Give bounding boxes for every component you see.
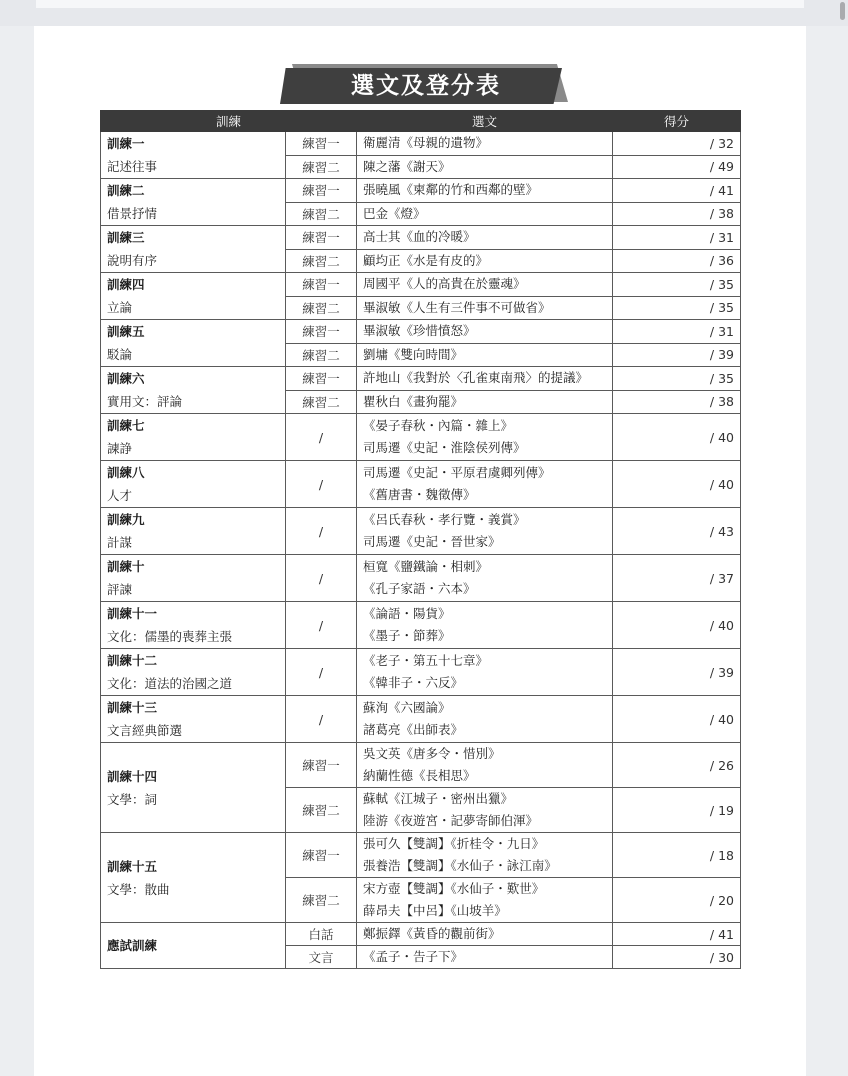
- score-cell[interactable]: / 36: [613, 249, 741, 273]
- selection-text: 《韓非子・六反》: [363, 675, 464, 690]
- selection-text: 陳之藩《謝天》: [363, 158, 451, 174]
- selection-text: 畢淑敏《珍惜憤怒》: [363, 323, 476, 339]
- training-name: 應試訓練: [107, 938, 158, 953]
- selection-cell: [357, 788, 613, 833]
- selection-text: 納蘭性德《長相思》: [363, 768, 476, 783]
- score-cell[interactable]: / 37: [613, 555, 741, 602]
- table-header-row: [101, 111, 741, 132]
- score-table: [100, 110, 741, 969]
- training-cell: [101, 555, 286, 602]
- selection-text: 劉墉《雙向時間》: [363, 346, 464, 362]
- selection-text: 《論語・陽貨》: [363, 606, 451, 621]
- exercise-cell: 練習一: [286, 273, 357, 297]
- selection-text: 張養浩【雙調】《水仙子・詠江南》: [363, 858, 557, 873]
- training-topic: 文化：道法的治國之道: [107, 676, 233, 691]
- training-cell: [101, 602, 286, 649]
- selection-text: 鄭振鐸《黃昏的觀前街》: [363, 926, 501, 941]
- training-topic: 文學：詞: [107, 791, 158, 807]
- training-name: 訓練十五: [107, 858, 158, 874]
- training-name: 訓練六: [107, 371, 145, 386]
- training-cell: [101, 367, 286, 414]
- training-topic: 文化：儒墨的喪葬主張: [107, 629, 233, 644]
- selection-text: 宋方壺【雙調】《水仙子・歎世》: [363, 881, 545, 896]
- selection-text: 《孟子・告子下》: [363, 949, 464, 964]
- table-row: [101, 833, 741, 878]
- exercise-cell: 文言: [286, 946, 357, 969]
- training-name: 訓練三: [107, 230, 145, 245]
- selection-text: 《呂氏春秋・孝行覽・義賞》: [363, 512, 526, 527]
- selection-cell: [357, 833, 613, 878]
- training-topic: 文言經典節選: [107, 723, 183, 738]
- score-cell[interactable]: / 31: [613, 320, 741, 344]
- selection-text: 周國平《人的高貴在於靈魂》: [363, 276, 526, 292]
- selection-cell: [357, 414, 613, 461]
- table-row: [101, 602, 741, 649]
- selection-text: 司馬遷《史記・平原君虞卿列傳》: [363, 465, 551, 480]
- training-topic: 駁論: [107, 347, 133, 362]
- selection-text: 司馬遷《史記・淮陰侯列傳》: [363, 440, 526, 455]
- selection-text: 桓寬《鹽鐵論・相刺》: [363, 559, 489, 574]
- selection-cell: [357, 878, 613, 923]
- training-topic: 人才: [107, 488, 133, 503]
- exercise-cell: 白話: [286, 923, 357, 946]
- training-name: 訓練五: [107, 324, 145, 339]
- exercise-cell: 練習二: [286, 202, 357, 226]
- training-topic: 借景抒情: [107, 206, 158, 221]
- header-score: 得分: [613, 111, 741, 132]
- table-row: [101, 273, 741, 297]
- training-name: 訓練十三: [107, 700, 158, 715]
- exercise-cell: /: [286, 555, 357, 602]
- exercise-cell: 練習二: [286, 788, 357, 833]
- exercise-cell: /: [286, 602, 357, 649]
- table-row: [101, 696, 741, 743]
- browser-top-strip: [0, 0, 848, 26]
- previous-page-edge: [36, 0, 804, 8]
- exercise-cell: 練習一: [286, 132, 357, 156]
- selection-text: 瞿秋白《畫狗罷》: [363, 393, 464, 409]
- exercise-cell: /: [286, 414, 357, 461]
- selection-text: 《老子・第五十七章》: [363, 653, 489, 668]
- selection-text: 張可久【雙調】《折桂令・九日》: [363, 836, 545, 851]
- selection-cell: [357, 367, 613, 391]
- training-topic: 文學：散曲: [107, 881, 170, 897]
- training-cell: [101, 649, 286, 696]
- selection-cell: [357, 390, 613, 414]
- table-row: [101, 508, 741, 555]
- exercise-cell: 練習一: [286, 179, 357, 203]
- selection-text: 吳文英《唐多令・惜別》: [363, 746, 501, 761]
- exercise-cell: 練習二: [286, 155, 357, 179]
- table-body: [101, 132, 741, 969]
- score-cell[interactable]: / 35: [613, 367, 741, 391]
- score-cell[interactable]: / 19: [613, 788, 741, 833]
- table-row: [101, 461, 741, 508]
- exercise-cell: 練習二: [286, 390, 357, 414]
- selection-cell: [357, 226, 613, 250]
- exercise-cell: /: [286, 649, 357, 696]
- selection-text: 陸游《夜遊宮・記夢寄師伯渾》: [363, 813, 539, 828]
- training-topic: 記述往事: [107, 159, 158, 174]
- selection-cell: [357, 743, 613, 788]
- score-cell[interactable]: / 40: [613, 414, 741, 461]
- score-cell[interactable]: / 39: [613, 649, 741, 696]
- score-cell[interactable]: / 49: [613, 155, 741, 179]
- selection-cell: [357, 320, 613, 344]
- score-cell[interactable]: / 38: [613, 202, 741, 226]
- selection-cell: [357, 696, 613, 743]
- selection-text: 衛麗清《母親的遺物》: [363, 135, 489, 151]
- training-topic: 說明有序: [107, 253, 158, 268]
- selection-cell: [357, 923, 613, 946]
- training-cell: [101, 833, 286, 923]
- training-name: 訓練十: [107, 559, 145, 574]
- selection-text: 蘇軾《江城子・密州出獵》: [363, 791, 514, 806]
- training-name: 訓練四: [107, 277, 145, 292]
- training-cell: [101, 508, 286, 555]
- exercise-cell: /: [286, 696, 357, 743]
- exercise-cell: 練習二: [286, 343, 357, 367]
- score-cell[interactable]: / 40: [613, 696, 741, 743]
- table-row: [101, 226, 741, 250]
- score-cell[interactable]: / 35: [613, 296, 741, 320]
- selection-cell: [357, 155, 613, 179]
- score-cell[interactable]: / 38: [613, 390, 741, 414]
- training-topic: 立論: [107, 300, 133, 315]
- score-cell[interactable]: / 43: [613, 508, 741, 555]
- document-page: [34, 26, 806, 1076]
- exercise-cell: 練習二: [286, 296, 357, 320]
- selection-cell: [357, 508, 613, 555]
- selection-cell: [357, 343, 613, 367]
- exercise-cell: 練習一: [286, 226, 357, 250]
- table-row: [101, 923, 741, 946]
- exercise-cell: /: [286, 508, 357, 555]
- training-cell: [101, 461, 286, 508]
- score-cell[interactable]: / 41: [613, 179, 741, 203]
- exercise-cell: 練習二: [286, 878, 357, 923]
- selection-cell: [357, 946, 613, 969]
- score-cell[interactable]: / 20: [613, 878, 741, 923]
- training-name: 訓練七: [107, 418, 145, 433]
- exercise-cell: /: [286, 461, 357, 508]
- training-cell: [101, 923, 286, 969]
- training-topic: 實用文：評論: [107, 394, 183, 409]
- selection-text: 許地山《我對於〈孔雀東南飛〉的提議》: [363, 370, 589, 386]
- score-cell[interactable]: / 32: [613, 132, 741, 156]
- training-cell: [101, 414, 286, 461]
- exercise-cell: 練習一: [286, 743, 357, 788]
- training-name: 訓練八: [107, 465, 145, 480]
- training-cell: [101, 696, 286, 743]
- training-topic: 諫諍: [107, 441, 133, 456]
- score-cell[interactable]: / 35: [613, 273, 741, 297]
- score-cell[interactable]: / 31: [613, 226, 741, 250]
- exercise-cell: 練習一: [286, 833, 357, 878]
- training-name: 訓練九: [107, 512, 145, 527]
- selection-text: 《孔子家語・六本》: [363, 581, 476, 596]
- training-topic: 評諫: [107, 582, 133, 597]
- training-name: 訓練一: [107, 136, 145, 151]
- training-name: 訓練十二: [107, 653, 158, 668]
- selection-cell: [357, 249, 613, 273]
- selection-cell: [357, 649, 613, 696]
- selection-cell: [357, 296, 613, 320]
- training-name: 訓練十四: [107, 768, 158, 784]
- training-cell: [101, 179, 286, 226]
- selection-text: 蘇洵《六國論》: [363, 700, 451, 715]
- score-cell[interactable]: / 41: [613, 923, 741, 946]
- header-training: 訓練: [101, 111, 357, 132]
- table-row: [101, 649, 741, 696]
- training-cell: [101, 743, 286, 833]
- header-selection: 選文: [357, 111, 613, 132]
- table-row: [101, 555, 741, 602]
- selection-text: 巴金《燈》: [363, 205, 426, 221]
- selection-cell: [357, 461, 613, 508]
- table-row: [101, 367, 741, 391]
- training-cell: [101, 132, 286, 179]
- selection-text: 《舊唐書・魏徵傳》: [363, 487, 476, 502]
- table-row: [101, 414, 741, 461]
- selection-cell: [357, 132, 613, 156]
- selection-cell: [357, 555, 613, 602]
- score-cell[interactable]: / 18: [613, 833, 741, 878]
- scrollbar-thumb[interactable]: [840, 2, 845, 20]
- selection-cell: [357, 179, 613, 203]
- selection-text: 《晏子春秋・內篇・雜上》: [363, 418, 514, 433]
- table-row: [101, 132, 741, 156]
- score-cell[interactable]: / 39: [613, 343, 741, 367]
- score-cell[interactable]: / 26: [613, 743, 741, 788]
- exercise-cell: 練習一: [286, 320, 357, 344]
- table-row: [101, 320, 741, 344]
- selection-text: 薛昂夫【中呂】《山坡羊》: [363, 903, 507, 918]
- selection-text: 司馬遷《史記・晉世家》: [363, 534, 501, 549]
- table-row: [101, 179, 741, 203]
- score-cell[interactable]: / 30: [613, 946, 741, 969]
- table-row: [101, 743, 741, 788]
- training-name: 訓練二: [107, 183, 145, 198]
- selection-text: 諸葛亮《出師表》: [363, 722, 464, 737]
- training-name: 訓練十一: [107, 606, 158, 621]
- page-title: 選文及登分表: [351, 73, 501, 99]
- exercise-cell: 練習二: [286, 249, 357, 273]
- selection-text: 《墨子・節葬》: [363, 628, 451, 643]
- exercise-cell: 練習一: [286, 367, 357, 391]
- selection-text: 張曉風《柬鄰的竹和西鄰的壁》: [363, 182, 539, 198]
- selection-text: 高士其《血的冷暖》: [363, 229, 476, 245]
- training-cell: [101, 320, 286, 367]
- score-cell[interactable]: / 40: [613, 461, 741, 508]
- training-topic: 計謀: [107, 535, 133, 550]
- selection-cell: [357, 273, 613, 297]
- training-cell: [101, 226, 286, 273]
- selection-text: 顧均正《水是有皮的》: [363, 252, 489, 268]
- title-banner: [276, 62, 576, 106]
- training-cell: [101, 273, 286, 320]
- selection-cell: [357, 602, 613, 649]
- score-cell[interactable]: / 40: [613, 602, 741, 649]
- selection-text: 畢淑敏《人生有三件事不可做省》: [363, 299, 551, 315]
- selection-cell: [357, 202, 613, 226]
